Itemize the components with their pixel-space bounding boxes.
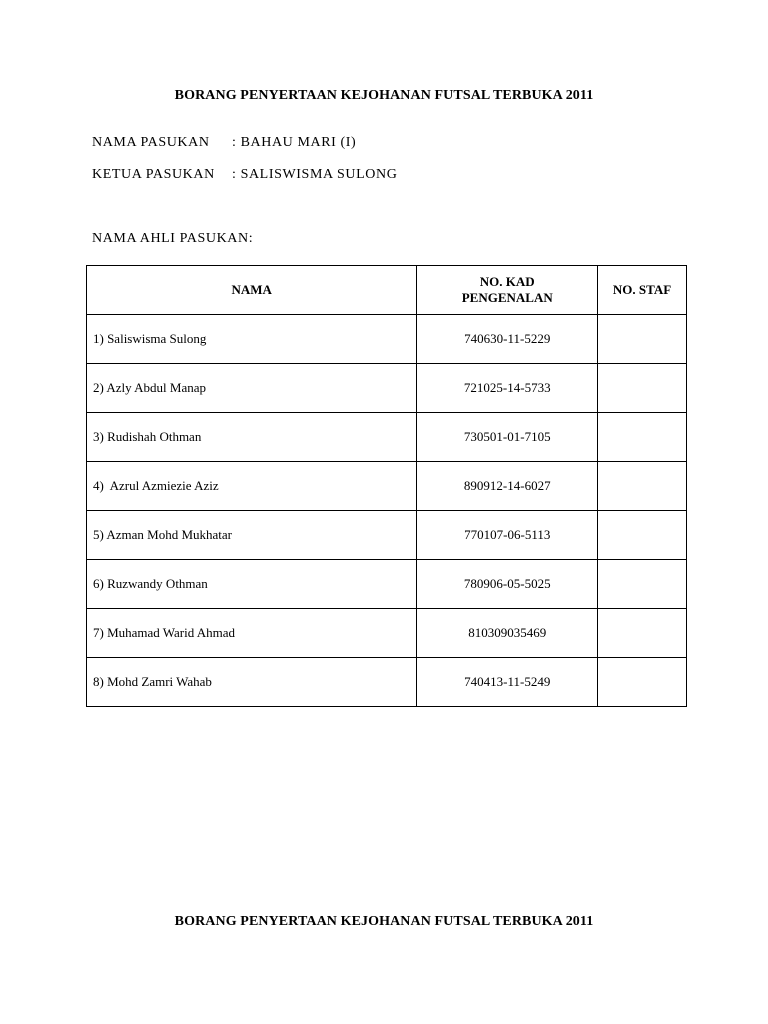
member-ic: 740630-11-5229 <box>417 315 598 364</box>
header-nama: NAMA <box>87 266 417 315</box>
member-name: 5) Azman Mohd Mukhatar <box>87 511 417 560</box>
member-ic: 780906-05-5025 <box>417 560 598 609</box>
member-staf <box>598 511 687 560</box>
member-name: 2) Azly Abdul Manap <box>87 364 417 413</box>
member-name: 7) Muhamad Warid Ahmad <box>87 609 417 658</box>
member-staf <box>598 658 687 707</box>
members-label: NAMA AHLI PASUKAN: <box>92 231 254 246</box>
members-table <box>86 265 687 707</box>
member-ic: 890912-14-6027 <box>417 462 598 511</box>
member-ic: 810309035469 <box>417 609 598 658</box>
form-title: BORANG PENYERTAAN KEJOHANAN FUTSAL TERBUKA 2011 <box>174 88 594 103</box>
member-name: 4) Azrul Azmiezie Aziz <box>87 462 417 511</box>
table-row <box>87 609 687 658</box>
header-kad-pengenalan <box>417 266 598 315</box>
table-row <box>87 315 687 364</box>
member-ic: 730501-01-7105 <box>417 413 598 462</box>
footer-form-title: BORANG PENYERTAAN KEJOHANAN FUTSAL TERBUKA 2011 <box>174 914 594 929</box>
team-name-row <box>92 135 356 151</box>
table-row <box>87 462 687 511</box>
captain-label: KETUA PASUKAN <box>92 167 215 182</box>
table-row <box>87 364 687 413</box>
captain-row <box>92 167 397 183</box>
member-ic: 770107-06-5113 <box>417 511 598 560</box>
member-name: 1) Saliswisma Sulong <box>87 315 417 364</box>
member-name: 3) Rudishah Othman <box>87 413 417 462</box>
table-header-row <box>87 266 687 315</box>
member-ic: 721025-14-5733 <box>417 364 598 413</box>
member-staf <box>598 462 687 511</box>
member-ic: 740413-11-5249 <box>417 658 598 707</box>
team-name-label: NAMA PASUKAN <box>92 135 210 150</box>
member-staf <box>598 364 687 413</box>
table-row <box>87 658 687 707</box>
member-staf <box>598 609 687 658</box>
member-staf <box>598 315 687 364</box>
member-staf <box>598 560 687 609</box>
team-name-value: : BAHAU MARI (I) <box>232 135 357 150</box>
table-row <box>87 560 687 609</box>
table-row <box>87 511 687 560</box>
table-row <box>87 413 687 462</box>
member-name: 8) Mohd Zamri Wahab <box>87 658 417 707</box>
member-staf <box>598 413 687 462</box>
member-name: 6) Ruzwandy Othman <box>87 560 417 609</box>
header-kad-line1: NO. KAD <box>479 274 535 289</box>
header-kad-line2: PENGENALAN <box>461 290 553 305</box>
header-staf: NO. STAF <box>598 266 687 315</box>
captain-value: : SALISWISMA SULONG <box>232 167 398 182</box>
